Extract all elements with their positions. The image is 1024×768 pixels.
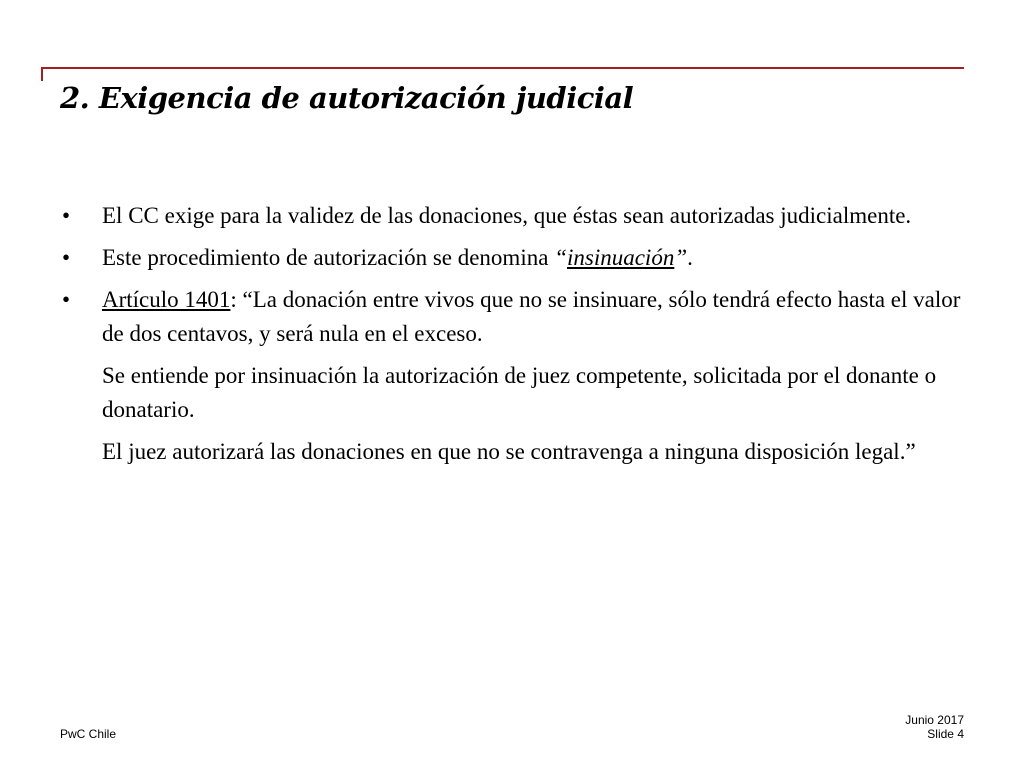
bullet-marker: • bbox=[62, 203, 71, 228]
bullet-marker: • bbox=[62, 287, 71, 312]
bullet-marker: • bbox=[62, 245, 71, 270]
bullet-text-validity: El CC exige para la validez de las donaciones, que éstas sean autorizadas judicialmente. bbox=[102, 203, 912, 228]
quote-paragraph-insinuacion: Se entiende por insinuación la autorización de juez competente, solicitada por el donante o donatario. bbox=[102, 363, 937, 422]
title-accent-tick bbox=[41, 67, 43, 81]
article-reference: Artículo 1401 bbox=[102, 287, 231, 312]
bullet-item-1 bbox=[62, 199, 962, 233]
slide-body bbox=[62, 199, 962, 477]
article-quote-text: : “La donación entre vivos que no se insinuare, sólo tendrá efecto hasta el valor de dos centavos, y será nula en el exceso. bbox=[102, 287, 961, 346]
bullet-text-procedure: Este procedimiento de autorización se denomina bbox=[102, 245, 555, 270]
footer-meta bbox=[905, 713, 964, 741]
slide-title: 2. Exigencia de autorización judicial bbox=[60, 81, 634, 115]
quote-paragraph-judge: El juez autorizará las donaciones en que no se contravenga a ninguna disposición legal.” bbox=[102, 439, 916, 464]
bullet-item-2 bbox=[62, 241, 962, 275]
title-accent-line bbox=[41, 67, 964, 69]
footer-company: PwC Chile bbox=[60, 727, 117, 741]
close-quote: ” bbox=[674, 245, 688, 270]
open-quote: “ bbox=[554, 245, 567, 270]
bullet-item-3 bbox=[62, 283, 962, 351]
term-insinuacion: insinuación bbox=[566, 245, 675, 270]
footer-slide-number: Slide 4 bbox=[927, 727, 964, 741]
footer-date: Junio 2017 bbox=[905, 713, 964, 727]
bullet-period: . bbox=[687, 245, 693, 270]
